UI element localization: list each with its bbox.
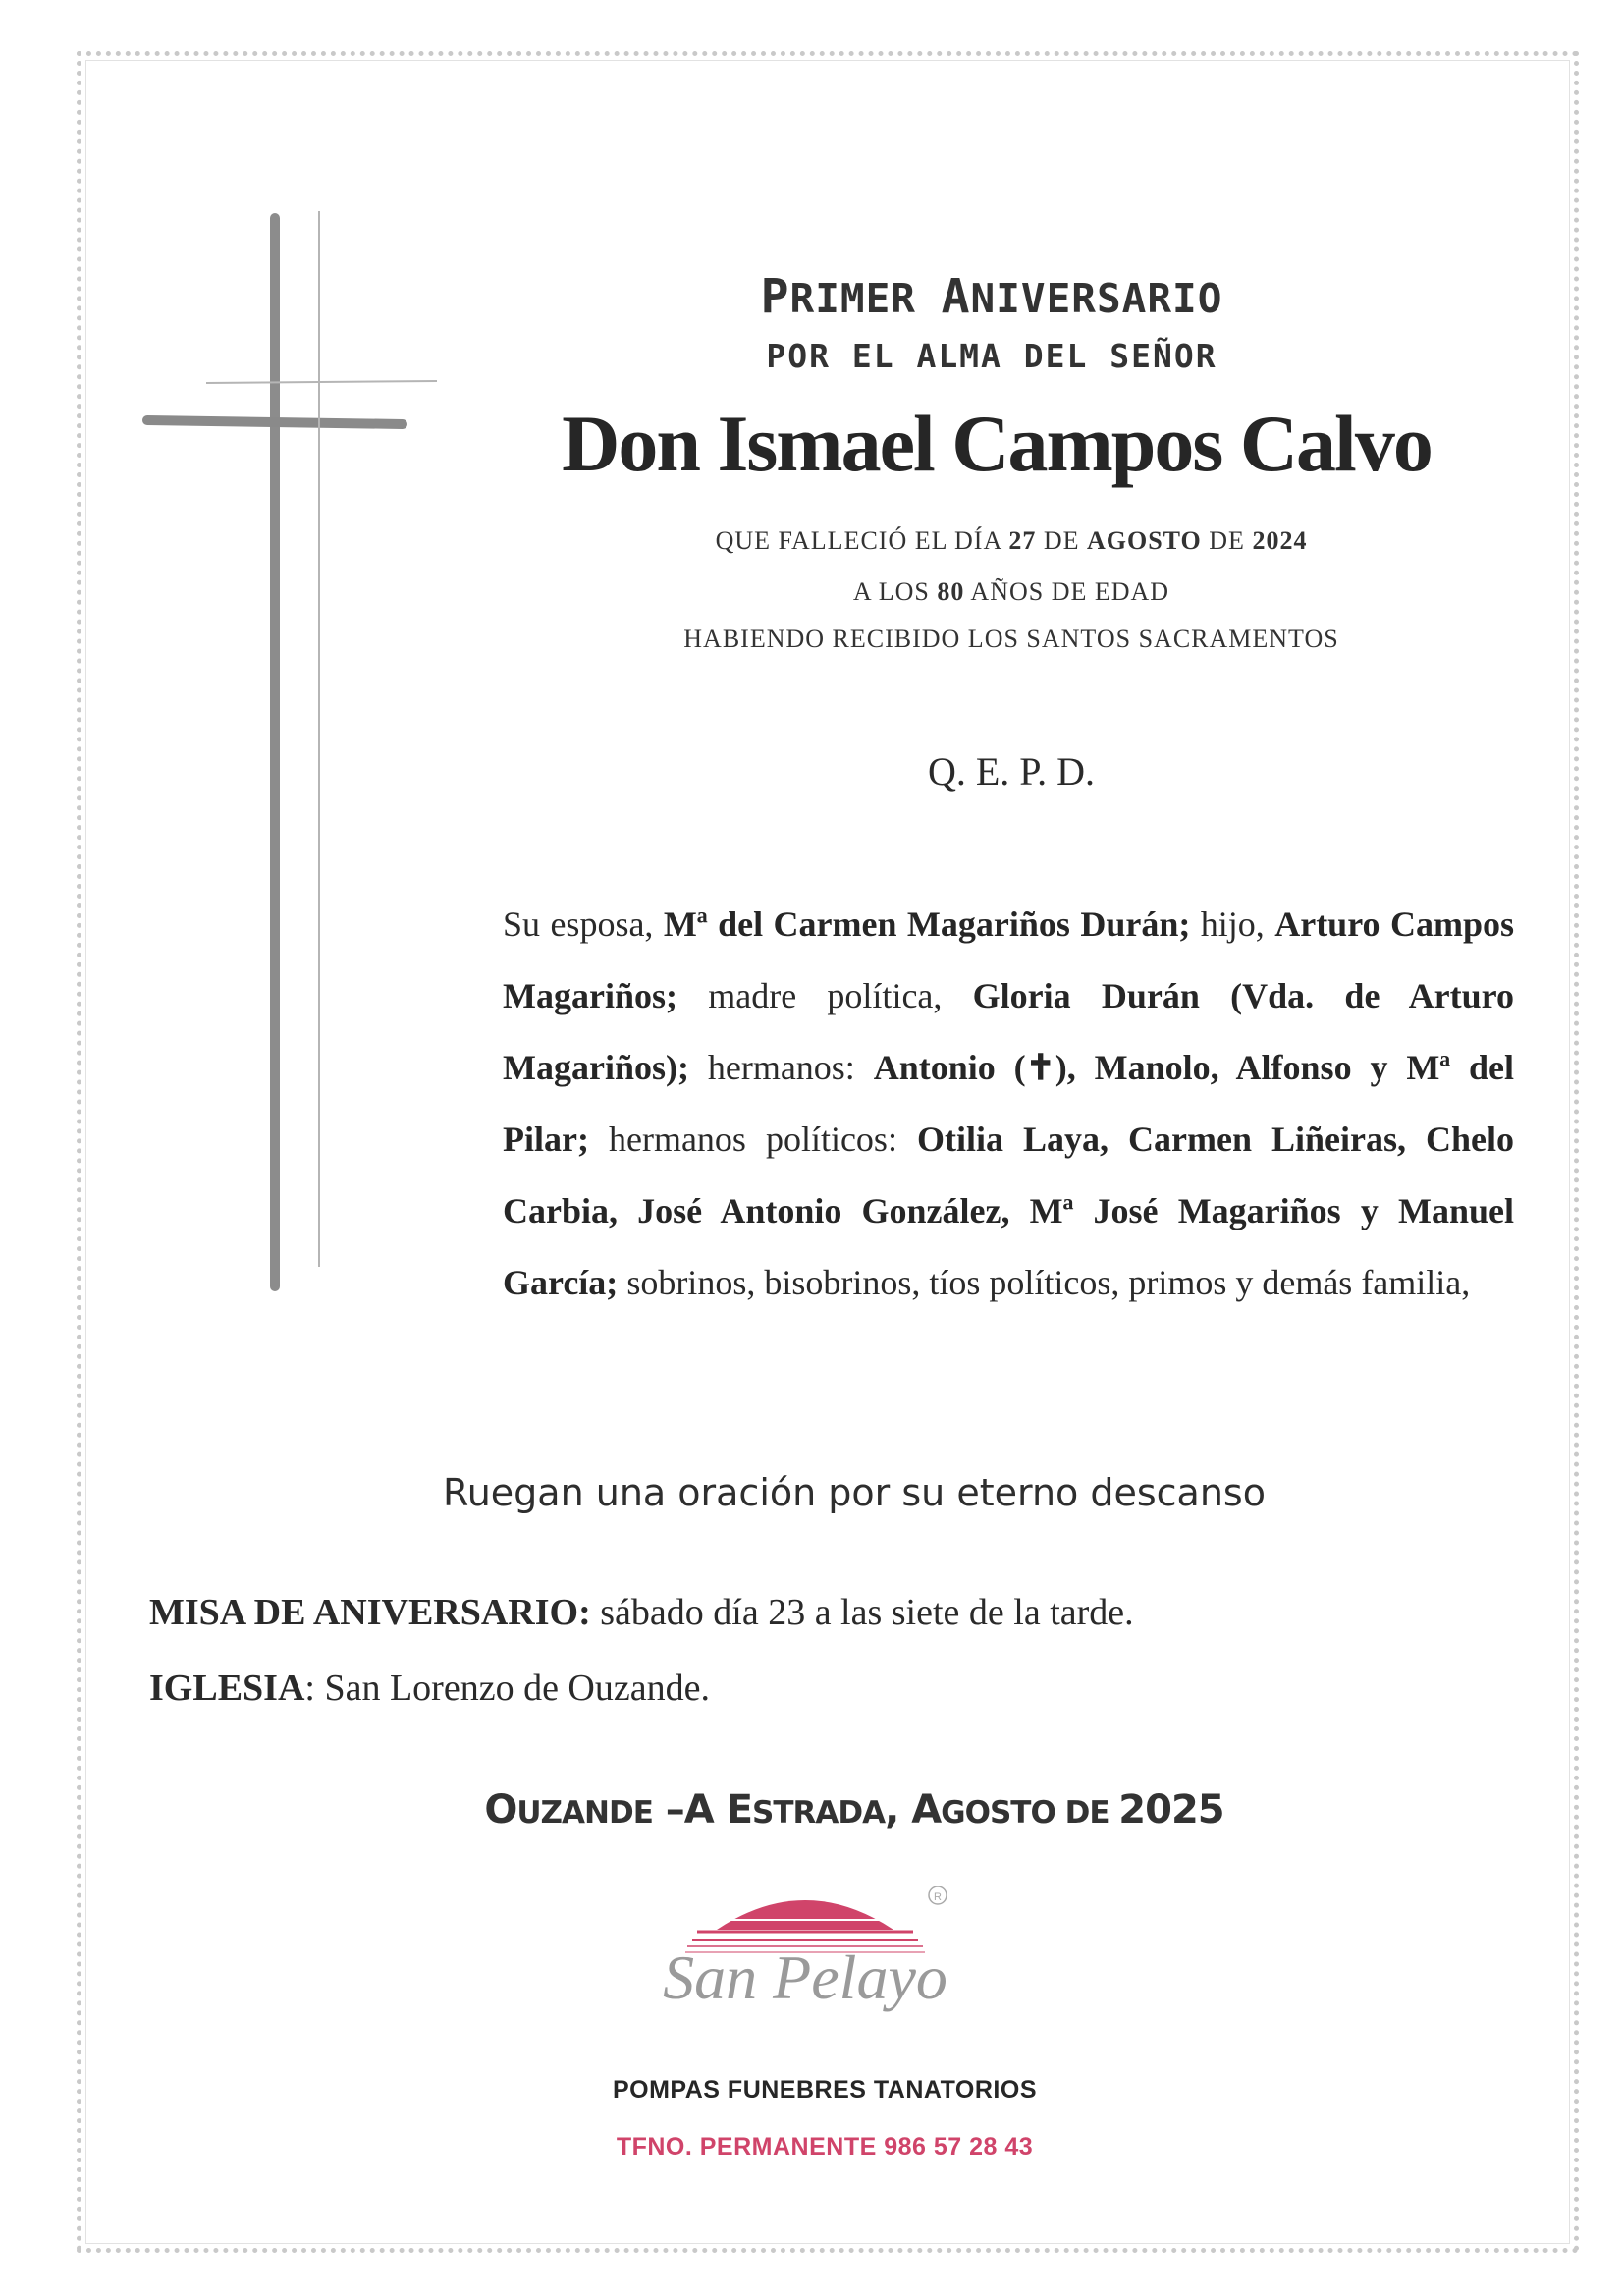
sacraments-line: HABIENDO RECIBIDO LOS SANTOS SACRAMENTOS	[683, 625, 1339, 653]
family-paragraph: Su esposa, Mª del Carmen Magariños Durán; hijo, Arturo Campos Magariños; madre política, Gloria Durán (Vda. de Arturo Magariños); hermanos: Antonio (✝), Manolo, Alfonso y Mª del Pilar; hermanos políticos: Otilia Laya, Carmen Liñeiras, Chelo Carbia, José Antonio González, Mª José Magariños y Manuel García; sobrinos, bisobrinos, tíos políticos, primos y demás familia,	[503, 904, 1514, 1302]
mass-details: MISA DE ANIVERSARIO: sábado día 23 a las siete de la tarde.	[149, 1592, 1134, 1633]
funeral-home-phone: TFNO. PERMANENTE 986 57 28 43	[616, 2133, 1034, 2160]
cross-icon	[137, 206, 442, 1296]
age-line: A LOS 80 AÑOS DE EDAD	[852, 577, 1170, 606]
notice-heading: PRIMER ANIVERSARIO	[760, 269, 1223, 324]
place-date: OUZANDE –A ESTRADA, AGOSTO DE 2025	[484, 1787, 1224, 1832]
church-details: IGLESIA: San Lorenzo de Ouzande.	[149, 1667, 710, 1709]
death-date-line: QUE FALLECIÓ EL DÍA 27 DE AGOSTO DE 2024	[715, 526, 1308, 555]
funeral-home-logo	[648, 1871, 1001, 2038]
rip-text: Q. E. P. D.	[927, 749, 1096, 793]
svg-text:San Pelayo: San Pelayo	[663, 1942, 947, 2012]
prayer-request: Ruegan una oración por su eterno descanso	[443, 1471, 1266, 1514]
notice-subheading: POR EL ALMA DEL SEÑOR	[766, 337, 1217, 375]
deceased-name: Don Ismael Campos Calvo	[562, 399, 1432, 488]
svg-text:R: R	[934, 1891, 942, 1903]
funeral-home-tagline: POMPAS FUNEBRES TANATORIOS	[612, 2076, 1037, 2104]
